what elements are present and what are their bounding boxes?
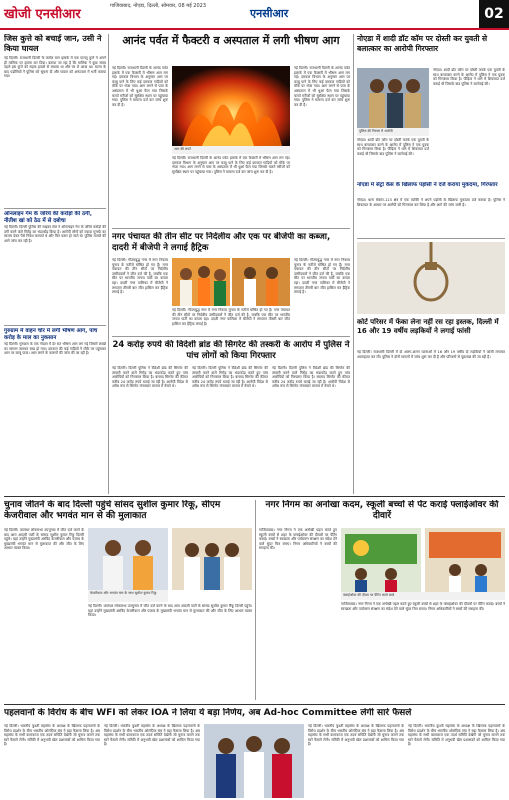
police-image [357,68,429,128]
story-wrestlers [4,708,505,798]
story-court-body: नई दिल्ली। राजधानी दिल्ली में दो अलग-अलग घटनाओं में 16 और 19 वर्षीय दो लड़कियों ने फांसी लगाकर आत्महत्या कर ली। पुलिस ने दोनों मामलों में जांच शुरू कर दी है और परिजनों से पूछताछ की जा रही है। [357,350,505,359]
story-wrestlers-body-1: नई दिल्ली। भारतीय कुश्ती महासंघ के अध्यक्ष के खिलाफ पहलवानों के विरोध प्रदर्शन के बीच भारतीय ओलंपिक संघ ने बड़ा फैसला लिया है। अब महासंघ के सभी कामकाज एक तदर्थ समिति देखेगी जो चुनाव कराने तक सारे फैसले लेगी। समिति में अनुभवी खेल प्रशासकों को शामिल किया गया है। [4,724,100,747]
noida-photo [357,68,429,128]
divider [112,336,350,337]
story-wrestlers-body-3: नई दिल्ली। भारतीय कुश्ती महासंघ के अध्यक्ष के खिलाफ पहलवानों के विरोध प्रदर्शन के बीच भारतीय ओलंपिक संघ ने बड़ा फैसला लिया है। अब महासंघ के सभी कामकाज एक तदर्थ समिति देखेगी जो चुनाव कराने तक सारे फैसले लेगी। समिति में अनुभवी खेल प्रशासकों को शामिल किया गया है। [308,724,404,747]
story-cigarette-body-1: नई दिल्ली। दिल्ली पुलिस ने विदेशी ब्रांड की सिगरेट की तस्करी करने वाले गिरोह का भंडाफोड़ करते हुए पांच आरोपियों को गिरफ्तार किया है। बरामद सिगरेट की कीमत करीब 24 करोड़ रुपये बताई जा रही है। आरोपी विदेश से अवैध रूप से सिगरेट मंगवाकर बाजार में बेचते थे। [112,366,188,389]
divider [4,325,106,326]
story-noida-subbody: नोएडा। थाना सेक्टर-113 क्षेत्र में एक व्यक्ति ने अपने पड़ोसी के खिलाफ मुकदमा दर्ज कराया है। पुलिस ने शिकायत के आधार पर आरोपी को गिरफ्तार कर लिया है और आगे की जांच जारी है। [357,198,505,207]
wrestlers-image [204,724,304,798]
edition-date: गाजियाबाद, नोएडा, दिल्ली, सोमवार, 08 मई 2023 [110,3,207,9]
noose-photo [357,242,505,314]
children-painting-image [425,528,505,592]
column-rule [353,34,354,494]
story-flyover [259,500,505,700]
story-noida-body: नोएडा। शादी डॉट कॉम पर दोस्ती करके एक युवती के साथ बलात्कार करने के आरोप में पुलिस ने एक युवक को गिरफ्तार किया है। पीड़िता ने थाने में शिकायत दर्ज कराई थी जिसके बाद पुलिस ने कार्रवाई की। [433,68,505,86]
story-court-title: कोर्ट परिसर में फेंका लेना नहीं रस रहा इस्तक, दिल्ली में 16 और 19 वर्षीय लड़कियों ने लगाई फांसी [357,318,499,335]
column-rule [255,500,256,700]
story-cigarette-body-3: नई दिल्ली। दिल्ली पुलिस ने विदेशी ब्रांड की सिगरेट की तस्करी करने वाले गिरोह का भंडाफोड़ करते हुए पांच आरोपियों को गिरफ्तार किया है। बरामद सिगरेट की कीमत करीब 24 करोड़ रुपये बताई जा रही है। आरोपी विदेश से अवैध रूप से सिगरेट मंगवाकर बाजार में बेचते थे। [272,366,350,389]
election-photo-caption: केजरीवाल और भगवंत मान के साथ सुशील कुमार रिंकू [88,590,168,602]
masthead [0,0,509,30]
divider [357,238,505,239]
story-factory-body-2: नई दिल्ली। राजधानी दिल्ली के आनंद पर्वत इलाके में एक फैक्टरी में भीषण आग लग गई। दमकल विभाग के अनुसार आग पर काबू पाने के लिए कई दमकल गाड़ियों को मौके पर भेजा गया। आग लगने से पास के अस्पताल में भी धुआं फैल गया जिसके चलते मरीजों को सुरक्षित स्थान पर पहुंचाया गया। पुलिस ने मामला दर्ज कर जांच शुरू कर दी है। [172,156,290,174]
story-election-body-1: नई दिल्ली। जालंधर लोकसभा उपचुनाव में जीत दर्ज करने के बाद आम आदमी पार्टी के सांसद सुशील कुमार रिंकू दिल्ली पहुंचे। यहां उन्होंने मुख्यमंत्री अरविंद केजरीवाल और पंजाब के मुख्यमंत्री भगवंत मान से मुलाकात की और जीत के लिए आभार व्यक्त किया। [4,528,84,551]
noida-photo-caption: पुलिस की गिरफ्त में आरोपी [357,128,429,136]
story-noida-subhead: नोएडा में सेंट्रो केस के खिलाफ पड़ोसी ने दर्ज कराया मुकदमा, गिरफ्तार [357,182,498,188]
story-flyover-body-1: गाजियाबाद। नगर निगम ने एक अनोखी पहल करते हुए स्कूली बच्चों से शहर के फ्लाईओवर की दीवारों पर पेंटिंग कराई। बच्चों ने स्वच्छता और पर्यावरण संरक्षण का संदेश देने वाले सुंदर चित्र बनाए। निगम अधिकारियों ने बच्चों की सराहना की। [259,528,337,551]
story-dog-subhead: ऑनलाइन गेम के जरिये की करोड़ों की ठगी, नीतीश खां को ठेठ में से दबोचा [4,211,92,224]
story-panchayat-body-1: नई दिल्ली। गौतमबुद्ध नगर में नगर निकाय चुनाव के नतीजे घोषित हो गए हैं। नगर पंचायत की तीन सीटों पर निर्दलीय उम्मीदवारों ने जीत दर्ज की है, जबकि एक सीट पर भारतीय जनता पार्टी का कब्जा रहा। दादरी नगर पालिका में बीजेपी ने लगातार तीसरी बार जीत हासिल कर हैट्रिक लगाई है। [112,258,168,295]
story-cigarette [112,340,350,440]
story-dog-title: जिस कुत्ते को बचाई जान, उसी ने किया घायल [4,34,102,53]
fire-photo-caption: आग की लपटें [172,146,290,154]
story-factory [112,34,350,224]
story-panchayat [112,232,350,332]
column-rule [108,34,109,494]
flyover-photo-caption: फ्लाईओवर की दीवार पर पेंटिंग करते बच्चे [341,592,505,600]
story-wrestlers-body-2: नई दिल्ली। भारतीय कुश्ती महासंघ के अध्यक्ष के खिलाफ पहलवानों के विरोध प्रदर्शन के बीच भारतीय ओलंपिक संघ ने बड़ा फैसला लिया है। अब महासंघ के सभी कामकाज एक तदर्थ समिति देखेगी जो चुनाव कराने तक सारे फैसले लेगी। समिति में अनुभवी खेल प्रशासकों को शामिल किया गया है। [104,724,200,747]
story-dog-subbody2: नई दिल्ली। गुरुग्राम के एक गोदाम में देर रात भीषण आग लग गई जिसमें लाखों का सामान जलकर राख हो गया। दमकल की कई गाड़ियों ने मौके पर पहुंचकर आग पर काबू पाया। आग लगने के कारणों की जांच की जा रही है। [4,342,106,356]
wrestlers-photo [204,724,304,798]
election-photo-2 [172,528,252,590]
story-flyover-title: नगर निगम का अनोखा कदम, स्कूली बच्चों से पेंट कराई फ्लाईओवर की दीवारें [265,500,499,521]
wall-painting-image [341,528,421,592]
story-election-body-2: नई दिल्ली। जालंधर लोकसभा उपचुनाव में जीत दर्ज करने के बाद आम आदमी पार्टी के सांसद सुशील कुमार रिंकू दिल्ली पहुंचे। यहां उन्होंने मुख्यमंत्री अरविंद केजरीवाल और पंजाब के मुख्यमंत्री भगवंत मान से मुलाकात की और जीत के लिए आभार व्यक्त किया। [88,604,252,618]
crowd-image [232,258,290,306]
story-cigarette-body-2: नई दिल्ली। दिल्ली पुलिस ने विदेशी ब्रांड की सिगरेट की तस्करी करने वाले गिरोह का भंडाफोड़ करते हुए पांच आरोपियों को गिरफ्तार किया है। बरामद सिगरेट की कीमत करीब 24 करोड़ रुपये बताई जा रही है। आरोपी विदेश से अवैध रूप से सिगरेट मंगवाकर बाजार में बेचते थे। [192,366,268,389]
divider [4,704,505,705]
story-dog-subhead2: गुरुग्राम में वाहन चोर में लगी भीषण आग, पांच करोड़ के माल का नुकसान [4,328,98,341]
story-panchayat-title: नगर पंचायत की तीन सीट पर निर्दलीय और एक पर बीजेपी का कब्जा, दादरी में बीजेपी ने लगाई हैट्रिक [112,232,331,253]
story-dog-subbody: नई दिल्ली। दिल्ली पुलिस की साइबर सेल ने ऑनलाइन गेम के जरिये करोड़ों की ठगी करने वाले गिरोह का भंडाफोड़ किया है। आरोपी लोगों को ज्यादा मुनाफे का लालच देकर पैसे निवेश करवाते थे और फिर फरार हो जाते थे। पुलिस मामले की आगे जांच कर रही है। [4,225,106,243]
story-factory-title: आनंद पर्वत में फैक्टरी व अस्पताल में लगी भीषण आग [122,34,340,47]
story-factory-body-3: नई दिल्ली। राजधानी दिल्ली के आनंद पर्वत इलाके में एक फैक्टरी में भीषण आग लग गई। दमकल विभाग के अनुसार आग पर काबू पाने के लिए कई दमकल गाड़ियों को मौके पर भेजा गया। आग लगने से पास के अस्पताल में भी धुआं फैल गया जिसके चलते मरीजों को सुरक्षित स्थान पर पहुंचाया गया। पुलिस ने मामला दर्ज कर जांच शुरू कर दी है। [294,66,350,107]
story-panchayat-body-3: नई दिल्ली। गौतमबुद्ध नगर में नगर निकाय चुनाव के नतीजे घोषित हो गए हैं। नगर पंचायत की तीन सीटों पर निर्दलीय उम्मीदवारों ने जीत दर्ज की है, जबकि एक सीट पर भारतीय जनता पार्टी का कब्जा रहा। दादरी नगर पालिका में बीजेपी ने लगातार तीसरी बार जीत हासिल कर हैट्रिक लगाई है। [294,258,350,295]
flyover-photo-2 [425,528,505,592]
fire-image [172,66,290,146]
divider [4,496,505,497]
story-panchayat-body-2: नई दिल्ली। गौतमबुद्ध नगर में नगर निकाय चुनाव के नतीजे घोषित हो गए हैं। नगर पंचायत की तीन सीटों पर निर्दलीय उम्मीदवारों ने जीत दर्ज की है, जबकि एक सीट पर भारतीय जनता पार्टी का कब्जा रहा। दादरी नगर पालिका में बीजेपी ने लगातार तीसरी बार जीत हासिल कर हैट्रिक लगाई है। [172,308,290,326]
story-election [4,500,252,700]
story-dog-body: नई दिल्ली। राजधानी दिल्ली के करोल बाग इलाके में एक पालतू कुत्ते ने अपने ही मालिक पर हमला कर दिया। बताया जा रहा है कि मालिक ने कुछ समय पहले इस कुत्ते को सड़क हादसे से बचाया था और घर ले आया था। घटना के बाद पड़ोसियों ने पुलिस को सूचना दी और घायल को अस्पताल में भर्ती कराया गया। [4,56,106,79]
fire-photo [172,66,290,146]
story-noida-title: नोएडा में शादी डॉट कॉम पर दोस्ती कर युवती से बलात्कार का आरोपी गिरफ्तार [357,34,488,53]
story-wrestlers-title: पहलवानों के विरोध के बीच WFI को लेकर IOA ने लिया ये बड़ा निर्णय, अब Ad-hoc Committee लेगी सारे फैसले [4,708,412,718]
meeting-image [172,528,252,590]
flyover-photo-1 [341,528,421,592]
story-dog [4,34,106,434]
story-noida-body-2: नोएडा। शादी डॉट कॉम पर दोस्ती करके एक युवती के साथ बलात्कार करने के आरोप में पुलिस ने एक युवक को गिरफ्तार किया है। पीड़िता ने थाने में शिकायत दर्ज कराई थी जिसके बाद पुलिस ने कार्रवाई की। [357,138,429,156]
story-cigarette-title: 24 करोड़ रुपये की विदेशी ब्रांड की सिगरेट की तस्करी के आरोप में पुलिस ने पांच लोगों को किया गिरफ्तार [112,340,350,361]
brand-name: खोजी एनसीआर [4,7,81,22]
divider [112,228,350,229]
story-noida [357,34,505,234]
page-number: 02 [479,0,509,28]
story-election-title: चुनाव जीतने के बाद दिल्ली पहुंचे सांसद सुशील कुमार रिंकू, सीएम केजरीवाल और भगवंत मान से की मुलाकात [4,500,221,521]
panchayat-photo-2 [232,258,290,306]
crowd-image [172,258,230,306]
noose-image [357,242,505,314]
story-wrestlers-body-4: नई दिल्ली। भारतीय कुश्ती महासंघ के अध्यक्ष के खिलाफ पहलवानों के विरोध प्रदर्शन के बीच भारतीय ओलंपिक संघ ने बड़ा फैसला लिया है। अब महासंघ के सभी कामकाज एक तदर्थ समिति देखेगी जो चुनाव कराने तक सारे फैसले लेगी। समिति में अनुभवी खेल प्रशासकों को शामिल किया गया है। [408,724,505,747]
election-photo-1 [88,528,168,590]
panchayat-photo-1 [172,258,230,306]
story-factory-body-1: नई दिल्ली। राजधानी दिल्ली के आनंद पर्वत इलाके में एक फैक्टरी में भीषण आग लग गई। दमकल विभाग के अनुसार आग पर काबू पाने के लिए कई दमकल गाड़ियों को मौके पर भेजा गया। आग लगने से पास के अस्पताल में भी धुआं फैल गया जिसके चलते मरीजों को सुरक्षित स्थान पर पहुंचाया गया। पुलिस ने मामला दर्ज कर जांच शुरू कर दी है। [112,66,168,107]
leaders-image [88,528,168,590]
divider [4,208,106,209]
section-name: एनसीआर [250,7,289,20]
story-flyover-body-2: गाजियाबाद। नगर निगम ने एक अनोखी पहल करते हुए स्कूली बच्चों से शहर के फ्लाईओवर की दीवारों पर पेंटिंग कराई। बच्चों ने स्वच्छता और पर्यावरण संरक्षण का संदेश देने वाले सुंदर चित्र बनाए। निगम अधिकारियों ने बच्चों की सराहना की। [341,602,505,611]
story-court [357,242,505,440]
